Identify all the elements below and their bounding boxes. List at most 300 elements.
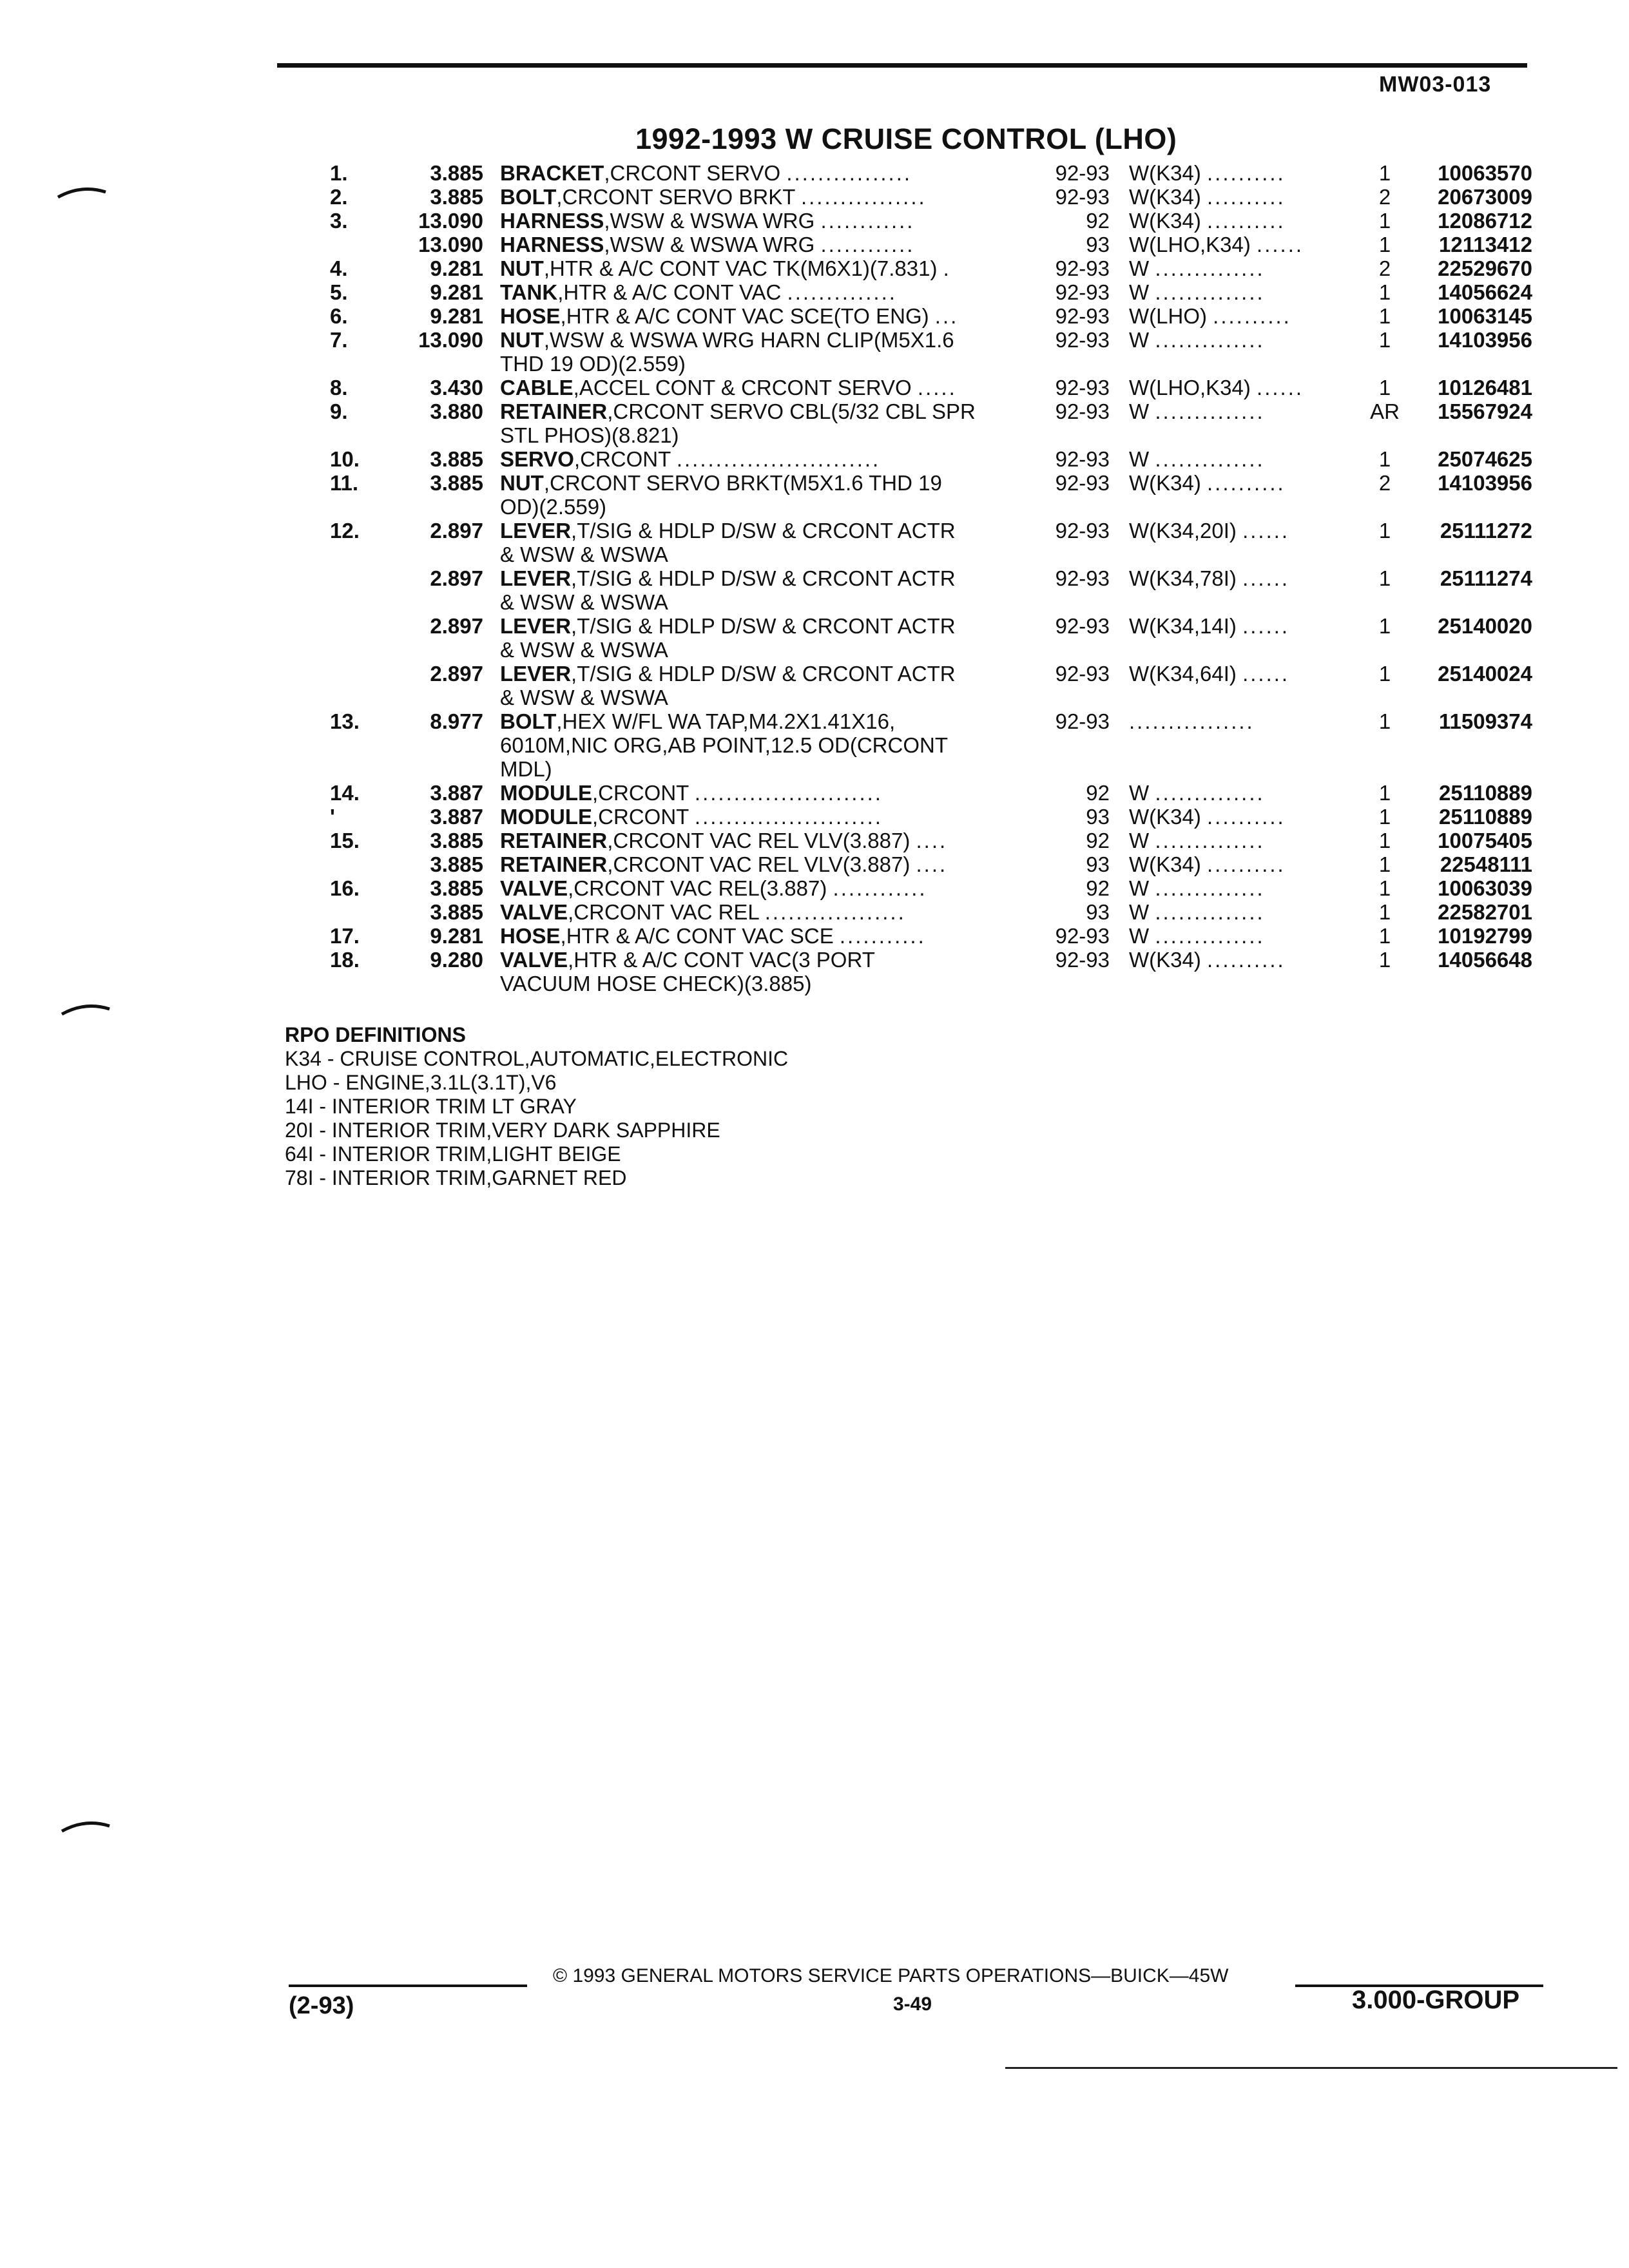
quantity: 1 bbox=[1378, 614, 1391, 638]
part-detail: ,ACCEL CONT & CRCONT SERVO bbox=[573, 376, 912, 399]
table-row bbox=[0, 423, 1629, 448]
leader-dots: ................ bbox=[1129, 709, 1255, 733]
part-detail: ,CRCONT SERVO bbox=[604, 161, 781, 185]
rpo-item: LHO - ENGINE,3.1L(3.1T),V6 bbox=[285, 1071, 557, 1094]
application bbox=[1129, 924, 1342, 948]
model-years: 93 bbox=[1086, 852, 1110, 876]
part-number: 14056648 bbox=[1438, 948, 1532, 972]
table-row bbox=[0, 829, 1629, 853]
part-detail: ,HTR & A/C CONT VAC TK(M6X1)(7.831) bbox=[543, 256, 938, 280]
part-description bbox=[500, 447, 1041, 472]
application bbox=[1129, 948, 1342, 972]
application-code: W bbox=[1129, 781, 1150, 805]
leader-dots: .............. bbox=[1155, 829, 1265, 852]
part-number: 14103956 bbox=[1438, 471, 1532, 495]
table-row bbox=[0, 161, 1629, 186]
item-number: 15. bbox=[330, 829, 360, 852]
model-years: 92-93 bbox=[1055, 709, 1110, 733]
part-name: RETAINER bbox=[500, 399, 608, 423]
group-number: 9.281 bbox=[430, 924, 483, 948]
item-number: 1. bbox=[330, 161, 348, 185]
part-description bbox=[500, 519, 1041, 543]
part-description bbox=[500, 495, 1041, 519]
part-name: NUT bbox=[500, 471, 544, 495]
leader-dots: .......... bbox=[1207, 185, 1286, 209]
quantity: 1 bbox=[1378, 924, 1391, 948]
item-number: ' bbox=[330, 805, 335, 829]
part-description bbox=[500, 161, 1041, 186]
part-name: HOSE bbox=[500, 924, 561, 948]
group-number: 3.885 bbox=[430, 185, 483, 209]
part-name: SERVO bbox=[500, 447, 574, 471]
group-number: 9.281 bbox=[430, 304, 483, 328]
part-number: 25140024 bbox=[1438, 662, 1532, 686]
application-code: W(K34) bbox=[1129, 852, 1201, 876]
item-number: 11. bbox=[330, 471, 359, 495]
part-description bbox=[500, 948, 1041, 972]
part-name: RETAINER bbox=[500, 829, 608, 852]
rpo-item: K34 - CRUISE CONTROL,AUTOMATIC,ELECTRONIC bbox=[285, 1047, 789, 1070]
model-years: 92-93 bbox=[1055, 304, 1110, 328]
quantity: 1 bbox=[1378, 805, 1391, 829]
group-number: 3.885 bbox=[430, 161, 483, 185]
part-detail: & WSW & WSWA bbox=[500, 543, 668, 566]
model-years: 92-93 bbox=[1055, 328, 1110, 352]
quantity: 1 bbox=[1378, 376, 1391, 399]
part-detail: ,CRCONT bbox=[592, 805, 689, 829]
item-number: 6. bbox=[330, 304, 348, 328]
leader-dots: .......... bbox=[1207, 209, 1286, 233]
group-number: 3.887 bbox=[430, 805, 483, 829]
table-row bbox=[0, 471, 1629, 495]
leader-dots: .... bbox=[916, 852, 948, 876]
part-detail: ,HTR & A/C CONT VAC(3 PORT bbox=[568, 948, 875, 972]
application bbox=[1129, 209, 1342, 233]
group-number: 3.885 bbox=[430, 471, 483, 495]
part-detail: ,T/SIG & HDLP D/SW & CRCONT ACTR bbox=[571, 662, 956, 686]
application bbox=[1129, 805, 1342, 829]
model-years: 92 bbox=[1086, 829, 1110, 852]
part-name: HOSE bbox=[500, 304, 561, 328]
part-description bbox=[500, 543, 1041, 567]
leader-dots: .............. bbox=[1155, 256, 1265, 280]
leader-dots: ...... bbox=[1257, 376, 1304, 399]
application bbox=[1129, 280, 1342, 305]
group-number: 3.885 bbox=[430, 852, 483, 876]
leader-dots: ........... bbox=[839, 924, 926, 948]
part-name: MODULE bbox=[500, 805, 592, 829]
part-description bbox=[500, 900, 1041, 925]
leader-dots: . bbox=[943, 256, 951, 280]
leader-dots: .............. bbox=[1155, 399, 1265, 423]
part-detail: ,HTR & A/C CONT VAC SCE(TO ENG) bbox=[560, 304, 929, 328]
group-number: 3.880 bbox=[430, 399, 483, 423]
item-number: 16. bbox=[330, 876, 360, 900]
part-detail: ,CRCONT SERVO BRKT bbox=[556, 185, 795, 209]
part-detail: ,CRCONT SERVO BRKT(M5X1.6 THD 19 bbox=[543, 471, 942, 495]
part-number: 10063145 bbox=[1438, 304, 1532, 328]
application bbox=[1129, 662, 1342, 686]
table-row bbox=[0, 805, 1629, 829]
application-code: W bbox=[1129, 328, 1150, 352]
quantity: 1 bbox=[1378, 280, 1391, 304]
application-code: W(K34) bbox=[1129, 209, 1201, 233]
rpo-item: 78I - INTERIOR TRIM,GARNET RED bbox=[285, 1166, 627, 1189]
part-description bbox=[500, 209, 1041, 233]
part-number: 25140020 bbox=[1438, 614, 1532, 638]
item-number: 8. bbox=[330, 376, 348, 399]
application-code: W bbox=[1129, 924, 1150, 948]
leader-dots: ...... bbox=[1242, 662, 1290, 686]
table-row bbox=[0, 662, 1629, 686]
model-years: 92-93 bbox=[1055, 662, 1110, 686]
table-row bbox=[0, 280, 1629, 305]
part-number: 15567924 bbox=[1438, 399, 1532, 423]
part-name: MODULE bbox=[500, 781, 592, 805]
group-number: 2.897 bbox=[430, 519, 483, 543]
group-number: 9.281 bbox=[430, 256, 483, 280]
part-name: BOLT bbox=[500, 709, 557, 733]
model-years: 92-93 bbox=[1055, 280, 1110, 304]
item-number: 5. bbox=[330, 280, 348, 304]
application-code: W(K34) bbox=[1129, 948, 1201, 972]
part-description bbox=[500, 876, 1041, 901]
leader-dots: .............. bbox=[1155, 924, 1265, 948]
item-number: 14. bbox=[330, 781, 360, 805]
group-number: 8.977 bbox=[430, 709, 483, 733]
part-number: 22548111 bbox=[1440, 852, 1532, 876]
application bbox=[1129, 447, 1342, 472]
part-name: LEVER bbox=[500, 662, 572, 686]
part-description bbox=[500, 924, 1041, 948]
part-number: 20673009 bbox=[1438, 185, 1532, 209]
leader-dots: .............. bbox=[1155, 280, 1265, 304]
part-description bbox=[500, 972, 1041, 996]
table-row bbox=[0, 686, 1629, 710]
part-description bbox=[500, 352, 1041, 376]
item-number: 2. bbox=[330, 185, 348, 209]
quantity: 1 bbox=[1378, 209, 1391, 233]
part-detail: ,CRCONT VAC REL VLV(3.887) bbox=[607, 852, 911, 876]
part-name: BRACKET bbox=[500, 161, 604, 185]
part-name: VALVE bbox=[500, 948, 568, 972]
footer-group: 3.000-GROUP bbox=[1352, 1986, 1520, 2014]
part-number: 10063039 bbox=[1438, 876, 1532, 900]
part-description bbox=[500, 852, 1041, 877]
table-row bbox=[0, 543, 1629, 567]
table-row bbox=[0, 852, 1629, 877]
part-detail: ,T/SIG & HDLP D/SW & CRCONT ACTR bbox=[571, 566, 956, 590]
group-number: 2.897 bbox=[430, 566, 483, 590]
model-years: 92 bbox=[1086, 209, 1110, 233]
part-name: HARNESS bbox=[500, 233, 604, 256]
model-years: 92-93 bbox=[1055, 447, 1110, 471]
application-code: W(K34) bbox=[1129, 805, 1201, 829]
part-detail: ,CRCONT VAC REL VLV(3.887) bbox=[607, 829, 911, 852]
leader-dots: .......... bbox=[1207, 948, 1286, 972]
part-description bbox=[500, 638, 1041, 662]
group-number: 13.090 bbox=[418, 328, 483, 352]
part-description bbox=[500, 757, 1041, 782]
part-number: 14103956 bbox=[1438, 328, 1532, 352]
table-row bbox=[0, 566, 1629, 591]
table-row bbox=[0, 376, 1629, 400]
item-number: 10. bbox=[330, 447, 360, 471]
application-code: W(K34,14I) bbox=[1129, 614, 1237, 638]
quantity: 1 bbox=[1378, 829, 1391, 852]
model-years: 92-93 bbox=[1055, 614, 1110, 638]
part-number: 12113412 bbox=[1438, 233, 1532, 256]
quantity: 1 bbox=[1378, 161, 1391, 185]
part-detail: ,WSW & WSWA WRG bbox=[604, 233, 815, 256]
footer-page-number: 3-49 bbox=[893, 1994, 932, 2015]
leader-dots: .......... bbox=[1207, 852, 1286, 876]
part-description bbox=[500, 233, 1041, 257]
quantity: 1 bbox=[1378, 233, 1391, 256]
part-description bbox=[500, 304, 1041, 329]
part-number: 25111274 bbox=[1440, 566, 1532, 590]
application bbox=[1129, 161, 1342, 186]
group-number: 9.280 bbox=[430, 948, 483, 972]
part-detail: & WSW & WSWA bbox=[500, 638, 668, 662]
part-name: LEVER bbox=[500, 519, 572, 543]
table-row bbox=[0, 328, 1629, 352]
group-number: 3.430 bbox=[430, 376, 483, 399]
leader-dots: ........................ bbox=[694, 781, 883, 805]
item-number: 9. bbox=[330, 399, 348, 423]
quantity: 1 bbox=[1378, 566, 1391, 590]
table-row bbox=[0, 781, 1629, 805]
part-description bbox=[500, 328, 1041, 352]
part-description bbox=[500, 376, 1041, 400]
part-name: HARNESS bbox=[500, 209, 604, 233]
leader-dots: ...... bbox=[1257, 233, 1304, 256]
part-description bbox=[500, 686, 1041, 710]
application bbox=[1129, 614, 1342, 639]
quantity: 1 bbox=[1378, 900, 1391, 924]
part-detail: & WSW & WSWA bbox=[500, 686, 668, 709]
model-years: 92-93 bbox=[1055, 924, 1110, 948]
leader-dots: .................. bbox=[764, 900, 906, 924]
part-detail: ,CRCONT bbox=[592, 781, 689, 805]
model-years: 93 bbox=[1086, 805, 1110, 829]
application-code: W(K34,20I) bbox=[1129, 519, 1237, 543]
page-id: MW03-013 bbox=[1379, 72, 1492, 97]
part-name: BOLT bbox=[500, 185, 557, 209]
part-number: 10063570 bbox=[1438, 161, 1532, 185]
application bbox=[1129, 876, 1342, 901]
part-number: 12086712 bbox=[1438, 209, 1532, 233]
model-years: 92-93 bbox=[1055, 471, 1110, 495]
part-detail: ,CRCONT VAC REL bbox=[568, 900, 759, 924]
leader-dots: ............ bbox=[820, 233, 915, 256]
application-code: W bbox=[1129, 256, 1150, 280]
quantity: 1 bbox=[1378, 948, 1391, 972]
part-number: 14056624 bbox=[1438, 280, 1532, 304]
part-detail: THD 19 OD)(2.559) bbox=[500, 352, 686, 376]
table-row bbox=[0, 352, 1629, 376]
leader-dots: .......................... bbox=[676, 447, 881, 471]
part-detail: 6010M,NIC ORG,AB POINT,12.5 OD(CRCONT bbox=[500, 733, 948, 757]
table-row bbox=[0, 948, 1629, 972]
leader-dots: .......... bbox=[1213, 304, 1291, 328]
table-row bbox=[0, 900, 1629, 925]
model-years: 92 bbox=[1086, 781, 1110, 805]
application bbox=[1129, 829, 1342, 853]
quantity: 1 bbox=[1378, 781, 1391, 805]
rpo-item: 14I - INTERIOR TRIM LT GRAY bbox=[285, 1095, 577, 1118]
part-name: CABLE bbox=[500, 376, 574, 399]
table-row bbox=[0, 399, 1629, 424]
part-description bbox=[500, 280, 1041, 305]
part-name: VALVE bbox=[500, 900, 568, 924]
quantity: 1 bbox=[1378, 876, 1391, 900]
quantity: AR bbox=[1370, 399, 1400, 423]
part-detail: STL PHOS)(8.821) bbox=[500, 423, 679, 447]
leader-dots: ................ bbox=[800, 185, 927, 209]
top-rule bbox=[277, 63, 1527, 68]
model-years: 92-93 bbox=[1055, 519, 1110, 543]
application bbox=[1129, 328, 1342, 352]
table-row bbox=[0, 519, 1629, 543]
leader-dots: .... bbox=[916, 829, 948, 852]
table-row bbox=[0, 233, 1629, 257]
part-detail: ,WSW & WSWA WRG HARN CLIP(M5X1.6 bbox=[543, 328, 954, 352]
part-description bbox=[500, 781, 1041, 805]
leader-dots: ............ bbox=[820, 209, 915, 233]
application-code: W bbox=[1129, 280, 1150, 304]
part-number: 22582701 bbox=[1438, 900, 1532, 924]
group-number: 3.885 bbox=[430, 447, 483, 471]
application-code: W(LHO,K34) bbox=[1129, 233, 1251, 256]
part-detail: ,T/SIG & HDLP D/SW & CRCONT ACTR bbox=[571, 519, 956, 543]
part-description bbox=[500, 185, 1041, 209]
part-detail: ,CRCONT VAC REL(3.887) bbox=[568, 876, 827, 900]
part-description bbox=[500, 733, 1041, 758]
table-row bbox=[0, 590, 1629, 615]
part-name: NUT bbox=[500, 328, 544, 352]
item-number: 12. bbox=[330, 519, 360, 543]
part-number: 25110889 bbox=[1438, 805, 1532, 829]
table-row bbox=[0, 709, 1629, 734]
part-number: 22529670 bbox=[1438, 256, 1532, 280]
table-row bbox=[0, 185, 1629, 209]
application-code: W(K34,78I) bbox=[1129, 566, 1237, 590]
leader-dots: .............. bbox=[1155, 876, 1265, 900]
part-number: 10192799 bbox=[1438, 924, 1532, 948]
model-years: 92-93 bbox=[1055, 256, 1110, 280]
model-years: 92-93 bbox=[1055, 161, 1110, 185]
part-number: 25074625 bbox=[1438, 447, 1532, 471]
part-description bbox=[500, 566, 1041, 591]
item-number: 3. bbox=[330, 209, 348, 233]
group-number: 3.887 bbox=[430, 781, 483, 805]
footer-copyright: © 1993 GENERAL MOTORS SERVICE PARTS OPERATIONS—BUICK—45W bbox=[553, 1965, 1229, 1986]
application-code: W bbox=[1129, 900, 1150, 924]
part-description bbox=[500, 590, 1041, 615]
part-detail: ,HTR & A/C CONT VAC SCE bbox=[560, 924, 834, 948]
part-description bbox=[500, 423, 1041, 448]
part-detail: & WSW & WSWA bbox=[500, 590, 668, 614]
part-name: VALVE bbox=[500, 876, 568, 900]
group-number: 3.885 bbox=[430, 900, 483, 924]
table-row bbox=[0, 256, 1629, 281]
part-description bbox=[500, 662, 1041, 686]
application-code: W(K34) bbox=[1129, 471, 1201, 495]
rpo-definitions bbox=[285, 1023, 788, 1190]
group-number: 3.885 bbox=[430, 829, 483, 852]
model-years: 92-93 bbox=[1055, 399, 1110, 423]
leader-dots: .......... bbox=[1207, 161, 1286, 185]
table-row bbox=[0, 614, 1629, 639]
model-years: 92-93 bbox=[1055, 948, 1110, 972]
part-description bbox=[500, 614, 1041, 639]
quantity: 1 bbox=[1378, 662, 1391, 686]
part-number: 11509374 bbox=[1438, 709, 1532, 733]
leader-dots: .............. bbox=[787, 280, 897, 304]
part-description bbox=[500, 709, 1041, 734]
application-code: W(K34) bbox=[1129, 161, 1201, 185]
footer-rule-left bbox=[289, 1984, 527, 1987]
part-description bbox=[500, 471, 1041, 495]
page-title: 1992-1993 W CRUISE CONTROL (LHO) bbox=[635, 122, 1177, 155]
group-number: 13.090 bbox=[418, 209, 483, 233]
table-row bbox=[0, 209, 1629, 233]
part-detail: ,HEX W/FL WA TAP,M4.2X1.41X16, bbox=[556, 709, 896, 733]
leader-dots: .............. bbox=[1155, 328, 1265, 352]
leader-dots: ..... bbox=[917, 376, 957, 399]
part-detail: ,WSW & WSWA WRG bbox=[604, 209, 815, 233]
leader-dots: .............. bbox=[1155, 447, 1265, 471]
table-row bbox=[0, 304, 1629, 329]
application bbox=[1129, 781, 1342, 805]
leader-dots: ........................ bbox=[694, 805, 883, 829]
quantity: 2 bbox=[1378, 256, 1391, 280]
item-number: 18. bbox=[330, 948, 360, 972]
leader-dots: ................ bbox=[786, 161, 912, 185]
part-description bbox=[500, 805, 1041, 829]
application-code: W(LHO,K34) bbox=[1129, 376, 1251, 399]
part-number: 10126481 bbox=[1438, 376, 1532, 399]
leader-dots: ...... bbox=[1242, 614, 1290, 638]
application bbox=[1129, 519, 1342, 543]
punch-mark-icon bbox=[61, 999, 112, 1018]
table-row bbox=[0, 972, 1629, 996]
application bbox=[1129, 376, 1342, 400]
leader-dots: .......... bbox=[1207, 471, 1286, 495]
bottom-rule bbox=[1005, 2067, 1617, 2069]
part-number: 25110889 bbox=[1438, 781, 1532, 805]
rpo-item: 20I - INTERIOR TRIM,VERY DARK SAPPHIRE bbox=[285, 1119, 720, 1142]
quantity: 1 bbox=[1378, 852, 1391, 876]
application bbox=[1129, 900, 1342, 925]
punch-mark-icon bbox=[61, 1816, 112, 1835]
application-code: W bbox=[1129, 447, 1150, 471]
item-number: 4. bbox=[330, 256, 348, 280]
part-detail: MDL) bbox=[500, 757, 552, 781]
part-detail: ,T/SIG & HDLP D/SW & CRCONT ACTR bbox=[571, 614, 956, 638]
quantity: 1 bbox=[1378, 709, 1391, 733]
application bbox=[1129, 256, 1342, 281]
table-row bbox=[0, 733, 1629, 758]
leader-dots: ... bbox=[934, 304, 959, 328]
leader-dots: .............. bbox=[1155, 900, 1265, 924]
leader-dots: .............. bbox=[1155, 781, 1265, 805]
leader-dots: .......... bbox=[1207, 805, 1286, 829]
application bbox=[1129, 852, 1342, 877]
part-description bbox=[500, 256, 1041, 281]
group-number: 9.281 bbox=[430, 280, 483, 304]
